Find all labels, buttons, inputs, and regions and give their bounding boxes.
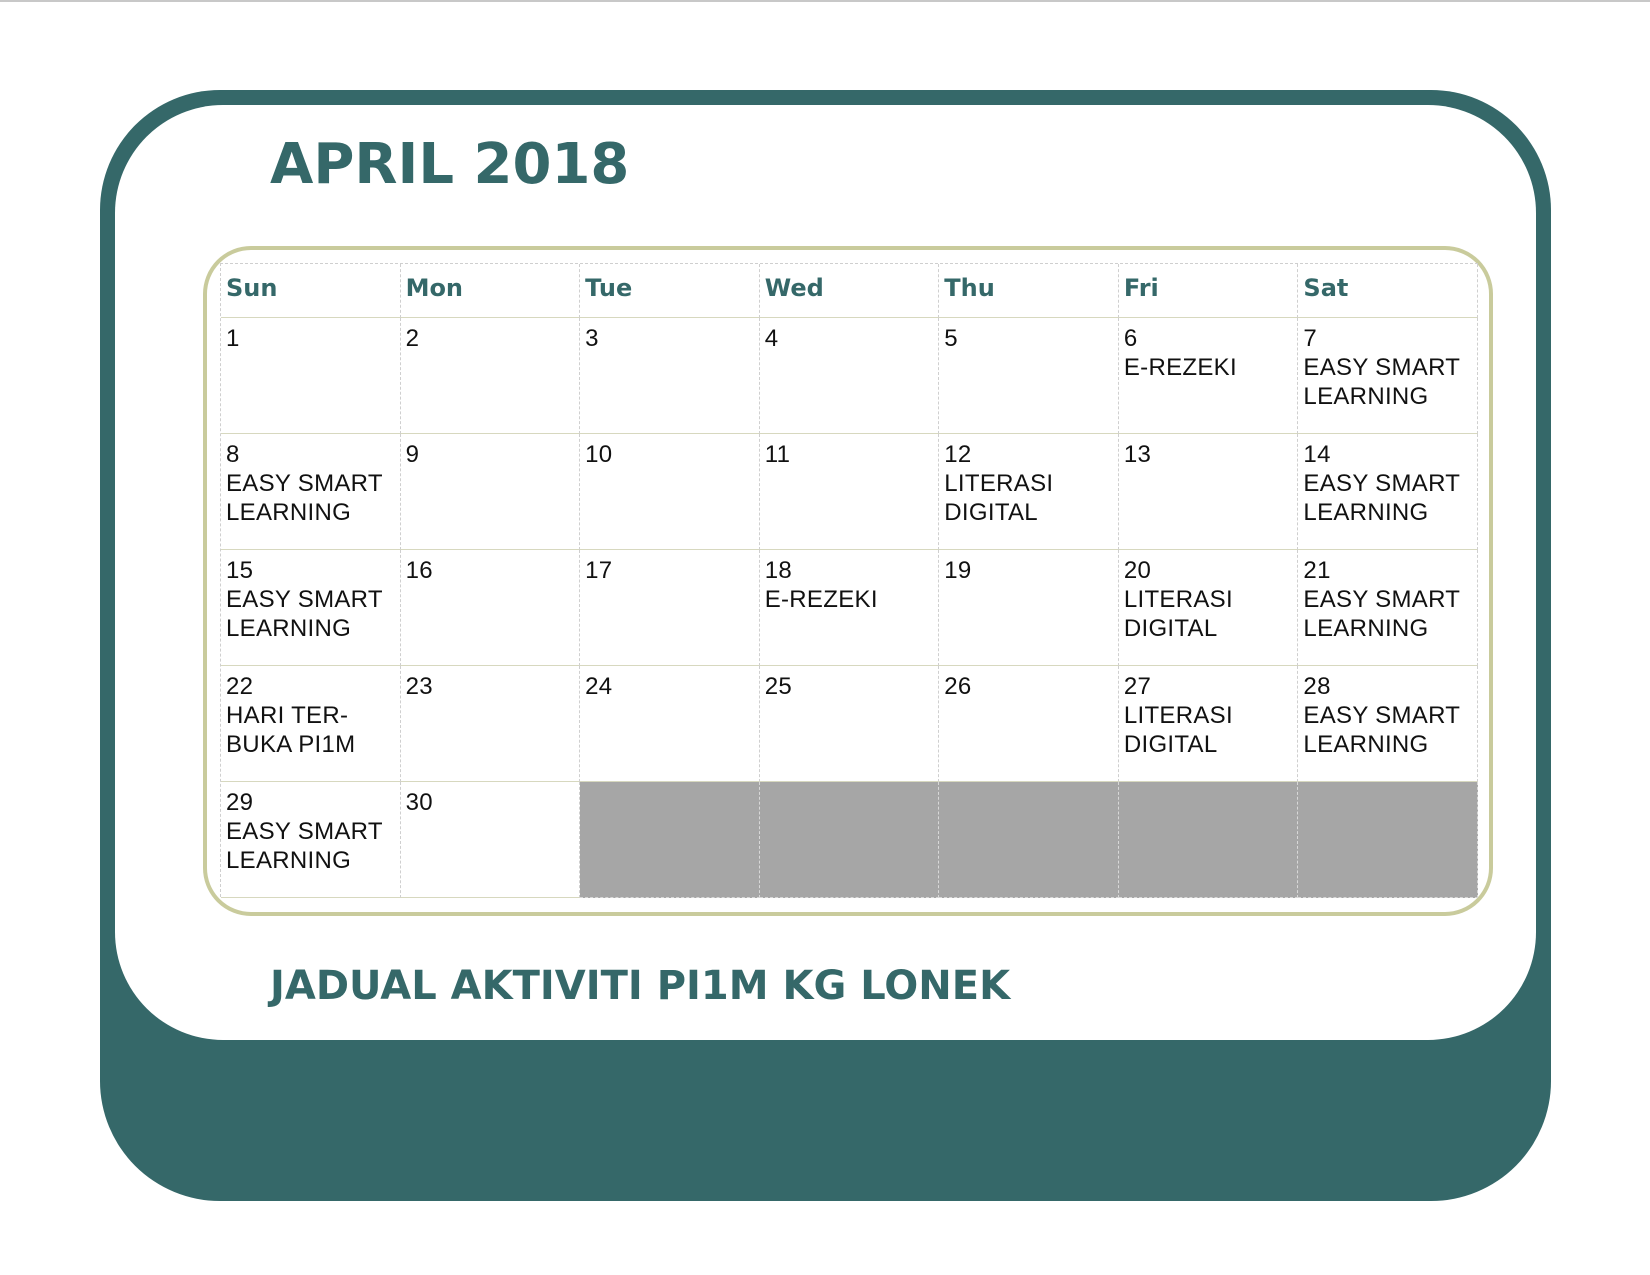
day-event: EASY SMART LEARNING <box>1303 702 1460 758</box>
day-number: 13 <box>1123 441 1152 468</box>
weekday-header: Wed <box>760 264 940 318</box>
day-number: 30 <box>405 789 433 816</box>
day-number: 23 <box>405 673 433 700</box>
day-cell <box>401 782 581 898</box>
day-cell <box>939 318 1119 434</box>
day-number: 14 <box>1303 441 1331 468</box>
day-cell <box>1119 318 1299 434</box>
empty-day-cell <box>939 782 1119 898</box>
day-cell <box>580 666 760 782</box>
day-number: 11 <box>764 441 791 468</box>
day-number: 20 <box>1123 557 1152 584</box>
day-number: 4 <box>764 325 779 352</box>
calendar-grid <box>220 263 1478 897</box>
day-event: E-REZEKI <box>1123 354 1237 381</box>
day-cell <box>1298 550 1478 666</box>
day-number: 1 <box>226 325 240 352</box>
day-cell <box>1119 550 1299 666</box>
day-number: 24 <box>585 673 613 700</box>
day-number: 2 <box>405 325 420 352</box>
day-cell <box>401 434 581 550</box>
schedule-title: JADUAL AKTIVITI PI1M KG LONEK <box>270 963 1011 1009</box>
day-number: 29 <box>226 789 254 816</box>
day-number: 19 <box>944 557 972 584</box>
day-number: 7 <box>1303 325 1318 352</box>
day-cell <box>760 666 940 782</box>
day-cell <box>760 434 940 550</box>
day-cell <box>580 434 760 550</box>
day-event: EASY SMART LEARNING <box>226 470 383 526</box>
day-cell <box>1298 318 1478 434</box>
day-number: 18 <box>764 557 792 584</box>
empty-day-cell <box>1119 782 1299 898</box>
weekday-header: Fri <box>1119 264 1299 318</box>
weekday-header: Sun <box>221 264 401 318</box>
day-number: 22 <box>226 673 254 700</box>
day-cell <box>939 434 1119 550</box>
day-number: 21 <box>1303 557 1331 584</box>
day-number: 17 <box>585 557 613 584</box>
day-cell <box>221 782 401 898</box>
day-event: LITERASI DIGITAL <box>1123 586 1233 642</box>
day-event: LITERASI DIGITAL <box>944 470 1054 526</box>
day-number: 12 <box>944 441 972 468</box>
top-rule <box>0 0 1650 2</box>
empty-day-cell <box>580 782 760 898</box>
day-cell <box>401 318 581 434</box>
day-event: EASY SMART LEARNING <box>1303 586 1460 642</box>
day-cell <box>1119 666 1299 782</box>
day-number: 9 <box>405 441 420 468</box>
day-cell <box>580 550 760 666</box>
month-title: APRIL 2018 <box>270 132 630 197</box>
day-number: 26 <box>944 673 972 700</box>
day-cell <box>221 666 401 782</box>
day-event: EASY SMART LEARNING <box>226 586 383 642</box>
day-number: 6 <box>1123 325 1138 352</box>
day-number: 15 <box>226 557 254 584</box>
weekday-header: Mon <box>401 264 581 318</box>
empty-day-cell <box>1298 782 1478 898</box>
day-cell <box>939 550 1119 666</box>
day-cell <box>760 550 940 666</box>
day-number: 28 <box>1303 673 1331 700</box>
day-number: 16 <box>405 557 433 584</box>
day-cell <box>580 318 760 434</box>
day-event: E-REZEKI <box>764 586 878 613</box>
weekday-header: Thu <box>939 264 1119 318</box>
day-number: 25 <box>764 673 792 700</box>
day-number: 27 <box>1123 673 1152 700</box>
day-cell <box>401 550 581 666</box>
day-event: LITERASI DIGITAL <box>1123 702 1233 758</box>
day-cell <box>1298 666 1478 782</box>
weekday-header: Sat <box>1298 264 1478 318</box>
day-number: 3 <box>585 325 599 352</box>
day-number: 5 <box>944 325 958 352</box>
weekday-header: Tue <box>580 264 760 318</box>
day-event: HARI TER-BUKA PI1M <box>226 702 356 758</box>
day-cell <box>221 318 401 434</box>
day-cell <box>1119 434 1299 550</box>
day-number: 10 <box>585 441 613 468</box>
day-event: EASY SMART LEARNING <box>226 818 383 874</box>
empty-day-cell <box>760 782 940 898</box>
day-cell <box>1298 434 1478 550</box>
day-cell <box>760 318 940 434</box>
day-event: EASY SMART LEARNING <box>1303 470 1460 526</box>
day-number: 8 <box>226 441 240 468</box>
day-event: EASY SMART LEARNING <box>1303 354 1460 410</box>
day-cell <box>221 550 401 666</box>
day-cell <box>401 666 581 782</box>
day-cell <box>221 434 401 550</box>
day-cell <box>939 666 1119 782</box>
